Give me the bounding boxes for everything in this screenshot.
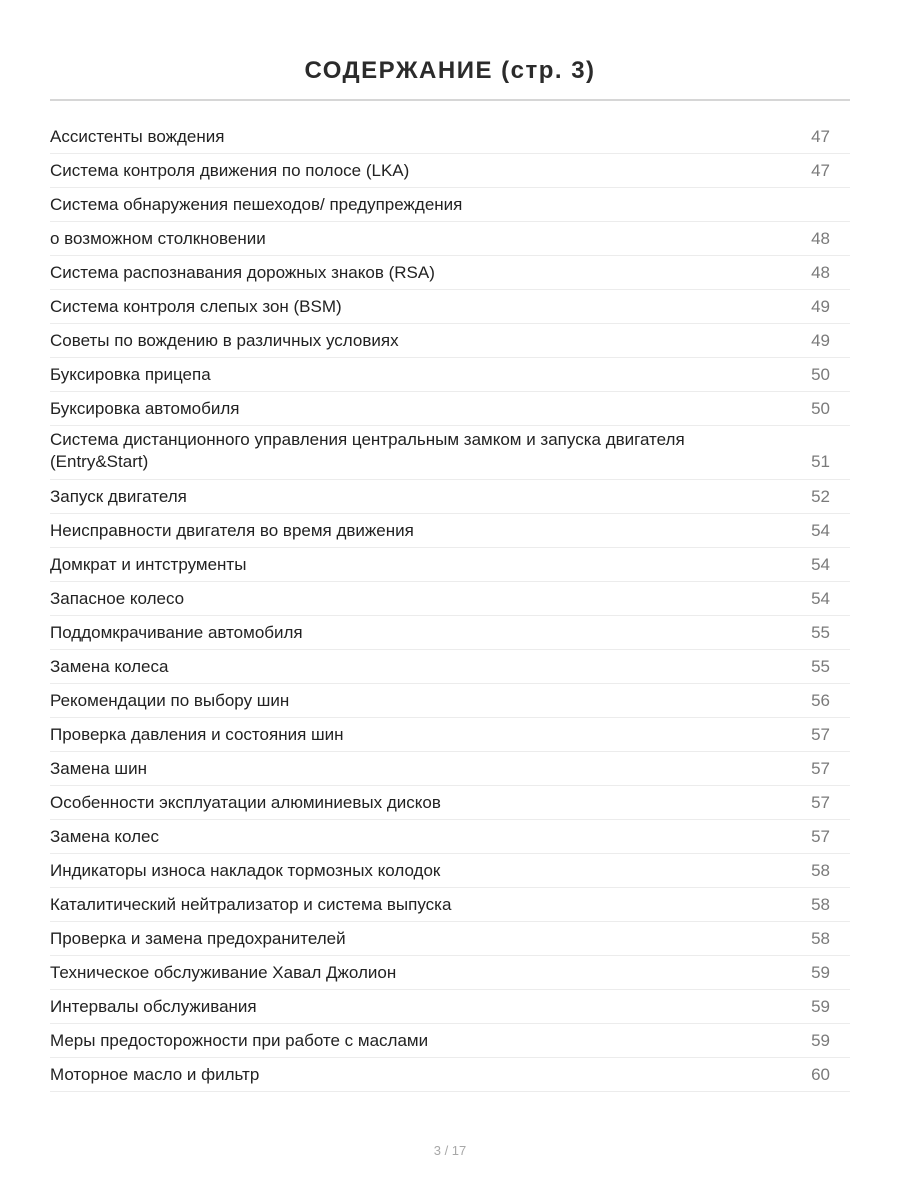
toc-entry[interactable] [50,392,850,426]
toc-entry-title: Неисправности двигателя во время движения [50,520,414,540]
toc-entry[interactable] [50,222,850,256]
toc-entry[interactable] [50,426,850,480]
title-divider [50,99,850,101]
page-number: 3 / 17 [433,1143,467,1158]
toc-entry[interactable] [50,922,850,956]
toc-entry-title: Система контроля слепых зон (BSM) [50,296,342,316]
toc-entry[interactable] [50,514,850,548]
toc-entry-title: Запуск двигателя [50,486,187,506]
toc-entry-page: 50 [811,364,830,384]
toc-entry-page: 57 [811,724,830,744]
toc-entry[interactable] [50,616,850,650]
page-title: СОДЕРЖАНИЕ (стр. 3) [304,57,596,85]
toc-entry[interactable] [50,154,850,188]
toc-entry[interactable] [50,718,850,752]
toc-entry-page: 54 [811,520,830,540]
toc-entry-page: 55 [811,622,830,642]
toc-entry-page: 57 [811,758,830,778]
toc-entry-title: Интервалы обслуживания [50,996,257,1016]
toc-entry-title: Техническое обслуживание Хавал Джолион [50,962,397,982]
toc-entry[interactable] [50,582,850,616]
toc-entry[interactable] [50,256,850,290]
toc-entry-title: Домкрат и интструменты [50,554,247,574]
toc-entry[interactable] [50,650,850,684]
toc-entry-page: 48 [811,262,830,282]
toc-entry-page: 59 [811,962,830,982]
toc-entry-title: Рекомендации по выбору шин [50,690,290,710]
toc-entry[interactable] [50,820,850,854]
toc-entry[interactable] [50,120,850,154]
toc-entry-title: Буксировка прицепа [50,364,211,384]
toc-entry-page: 59 [811,1030,830,1050]
toc-entry-page: 48 [811,228,830,248]
toc-entry[interactable] [50,956,850,990]
toc-entry[interactable] [50,1058,850,1092]
toc-entry-title: Система обнаружения пешеходов/ предупреждения [50,194,463,214]
toc-entry-title: Особенности эксплуатации алюминиевых дисков [50,792,441,812]
toc-entry[interactable] [50,752,850,786]
toc-entry-title: Замена колеса [50,656,169,676]
toc-entry-title: Поддомкрачивание автомобиля [50,622,303,642]
toc-entry-title: Проверка давления и состояния шин [50,724,344,744]
toc-entry-page: 57 [811,792,830,812]
toc-entry[interactable] [50,990,850,1024]
table-of-contents [50,120,850,1092]
toc-entry-page: 52 [811,486,830,506]
toc-entry-page: 49 [811,330,830,350]
toc-entry-page: 49 [811,296,830,316]
toc-entry[interactable] [50,854,850,888]
toc-entry-title: Моторное масло и фильтр [50,1064,260,1084]
toc-entry[interactable] [50,548,850,582]
toc-entry[interactable] [50,290,850,324]
toc-entry[interactable] [50,786,850,820]
toc-entry-title: Система контроля движения по полосе (LKA) [50,160,410,180]
toc-entry-page: 57 [811,826,830,846]
toc-entry-title: Буксировка автомобиля [50,398,240,418]
toc-entry-title: Каталитический нейтрализатор и система выпуска [50,894,452,914]
toc-entry[interactable] [50,888,850,922]
toc-entry-page: 47 [811,160,830,180]
toc-entry[interactable] [50,324,850,358]
toc-entry-page: 58 [811,894,830,914]
toc-entry-page: 60 [811,1064,830,1084]
toc-entry-title: Советы по вождению в различных условиях [50,330,399,350]
toc-entry-page: 56 [811,690,830,710]
toc-entry-title: Индикаторы износа накладок тормозных колодок [50,860,441,880]
toc-entry-title: Ассистенты вождения [50,126,225,146]
toc-entry-page: 47 [811,126,830,146]
toc-entry-title: Система распознавания дорожных знаков (RSA) [50,262,435,282]
toc-entry[interactable] [50,358,850,392]
toc-entry[interactable] [50,188,850,222]
toc-entry-title: о возможном столкновении [50,228,266,248]
toc-entry-page: 58 [811,860,830,880]
toc-entry-page: 54 [811,588,830,608]
toc-entry-title: Система дистанционного управления центральным замком и запуска двигателя (Entry&Start) [50,430,685,471]
toc-entry-title: Проверка и замена предохранителей [50,928,346,948]
toc-entry[interactable] [50,684,850,718]
toc-entry-page: 51 [811,452,830,471]
toc-entry-title: Замена шин [50,758,147,778]
toc-entry[interactable] [50,1024,850,1058]
toc-entry-page: 59 [811,996,830,1016]
toc-entry-page: 55 [811,656,830,676]
toc-entry-title: Запасное колесо [50,588,185,608]
toc-entry-page: 58 [811,928,830,948]
toc-entry-title: Меры предосторожности при работе с маслами [50,1030,429,1050]
toc-entry-page: 50 [811,398,830,418]
toc-entry[interactable] [50,480,850,514]
toc-entry-title: Замена колес [50,826,160,846]
toc-entry-page: 54 [811,554,830,574]
